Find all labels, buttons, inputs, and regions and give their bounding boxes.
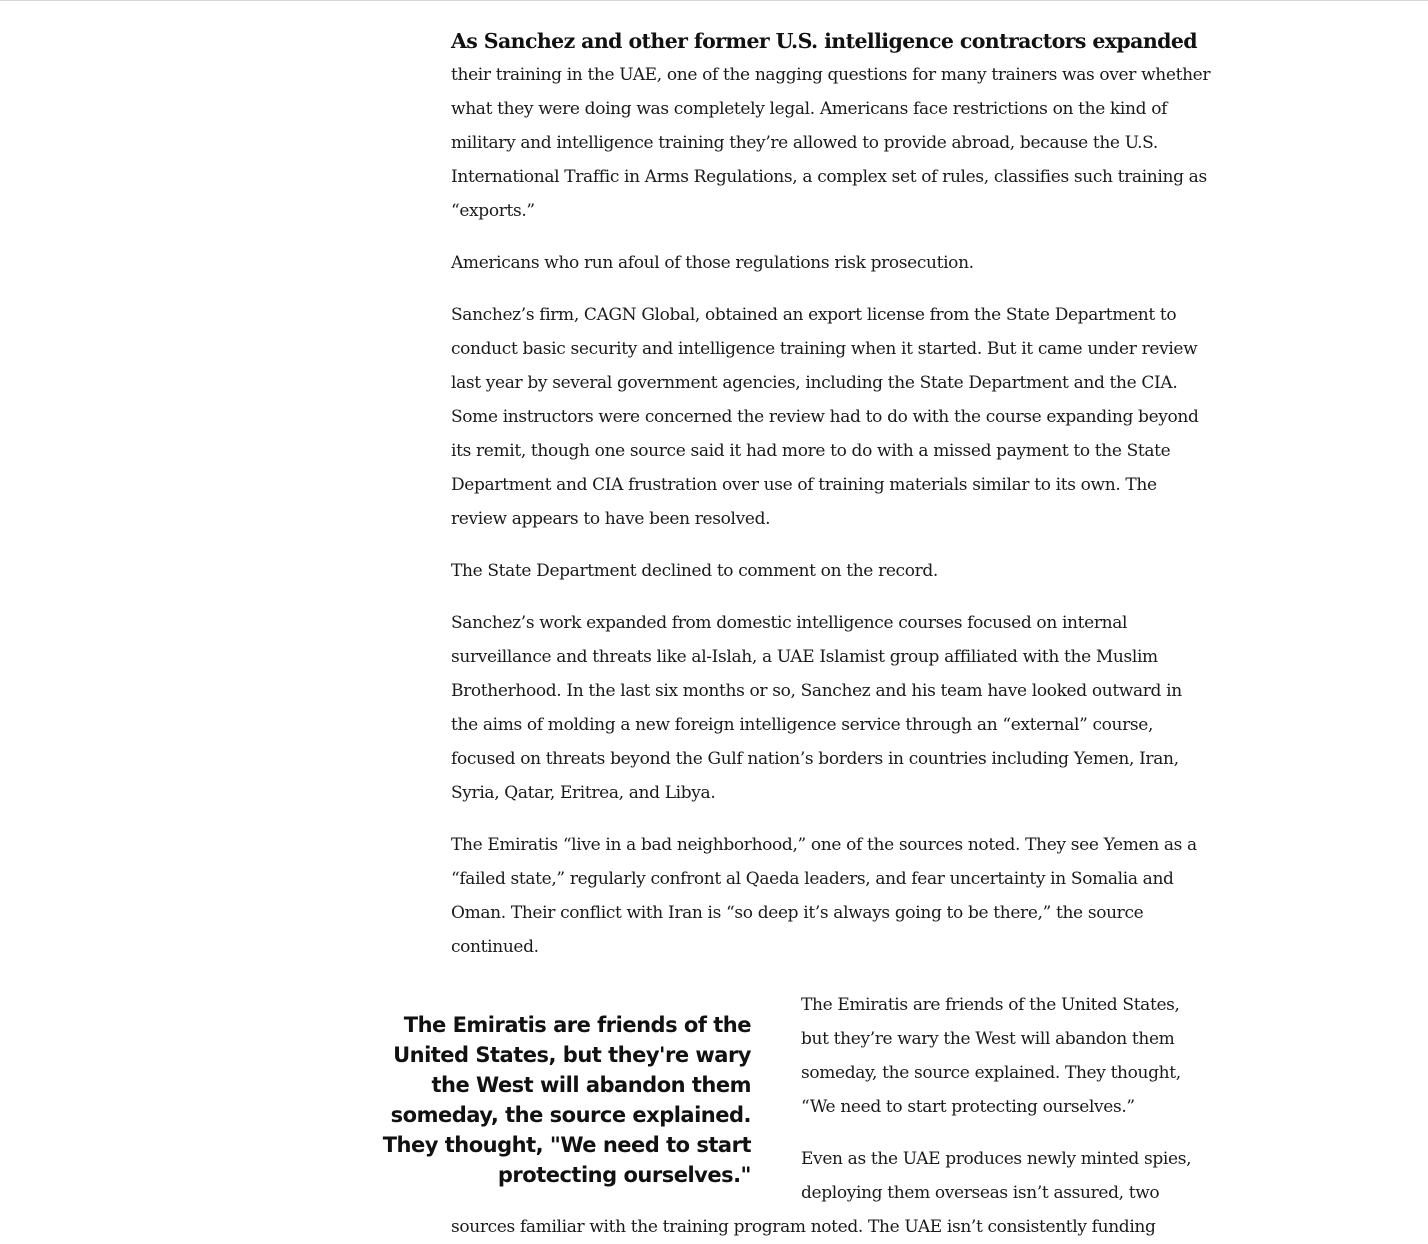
pullquote-section bbox=[382, 988, 1211, 1244]
article-paragraph: Sanchez’s work expanded from domestic intelligence courses focused on internal surveillance and threats like al-Islah, a UAE Islamist group affiliated with the Muslim Brotherhood. In the last six months or so, Sanchez and his team have looked outward in the aims of molding a new foreign intelligence service through an “external” course, focused on threats beyond the Gulf nation’s borders in countries including Yemen, Iran, Syria, Qatar, Eritrea, and Libya. bbox=[451, 613, 1182, 803]
article-paragraph: The State Department declined to comment on the record. bbox=[451, 561, 938, 581]
article-paragraph: The Emiratis “live in a bad neighborhood,” one of the sources noted. They see Yemen as a “failed state,” regularly confront al Qaeda leaders, and fear uncertainty in Somalia and Oman. Their conflict with Iran is “so deep it’s always going to be there,” the source continued. bbox=[451, 835, 1197, 957]
article-paragraph-continued: sources familiar with the training program noted. The UAE isn’t consistently funding bbox=[451, 1217, 1156, 1237]
article-paragraph: their training in the UAE, one of the nagging questions for many trainers was over whether what they were doing was completely legal. Americans face restrictions on the kind of military and intelligence training they’re allowed to provide abroad, because the U.S. International Traffic in Arms Regulations, a complex set of rules, classifies such training as “exports.” bbox=[451, 65, 1211, 221]
article-paragraph: Americans who run afoul of those regulations risk prosecution. bbox=[451, 253, 974, 273]
side-column bbox=[801, 988, 1211, 1210]
article-paragraph: Sanchez’s firm, CAGN Global, obtained an export license from the State Department to conduct basic security and intelligence training when it started. But it came under review last year by several government agencies, including the State Department and the CIA. Some instructors were concerned the review had to do with the course expanding beyond its remit, though one source said it had more to do with a missed payment to the State Department and CIA frustration over use of training materials similar to its own. The review appears to have been resolved. bbox=[451, 305, 1199, 529]
paragraph-lead-in: As Sanchez and other former U.S. intelligence contractors expanded bbox=[451, 29, 1198, 53]
article-paragraph: Even as the UAE produces newly minted spies, deploying them overseas isn’t assured, two bbox=[801, 1149, 1192, 1203]
article-paragraph: The Emiratis are friends of the United States, but they’re wary the West will abandon them someday, the source explained. They thought, “We need to start protecting ourselves.” bbox=[801, 995, 1181, 1117]
top-divider bbox=[0, 0, 1428, 1]
article-body bbox=[382, 24, 1211, 1244]
pull-quote: The Emiratis are friends of the United States, but they're wary the West will abandon them someday, the source explained. They thought, "We need to start protecting ourselves." bbox=[382, 1013, 751, 1187]
